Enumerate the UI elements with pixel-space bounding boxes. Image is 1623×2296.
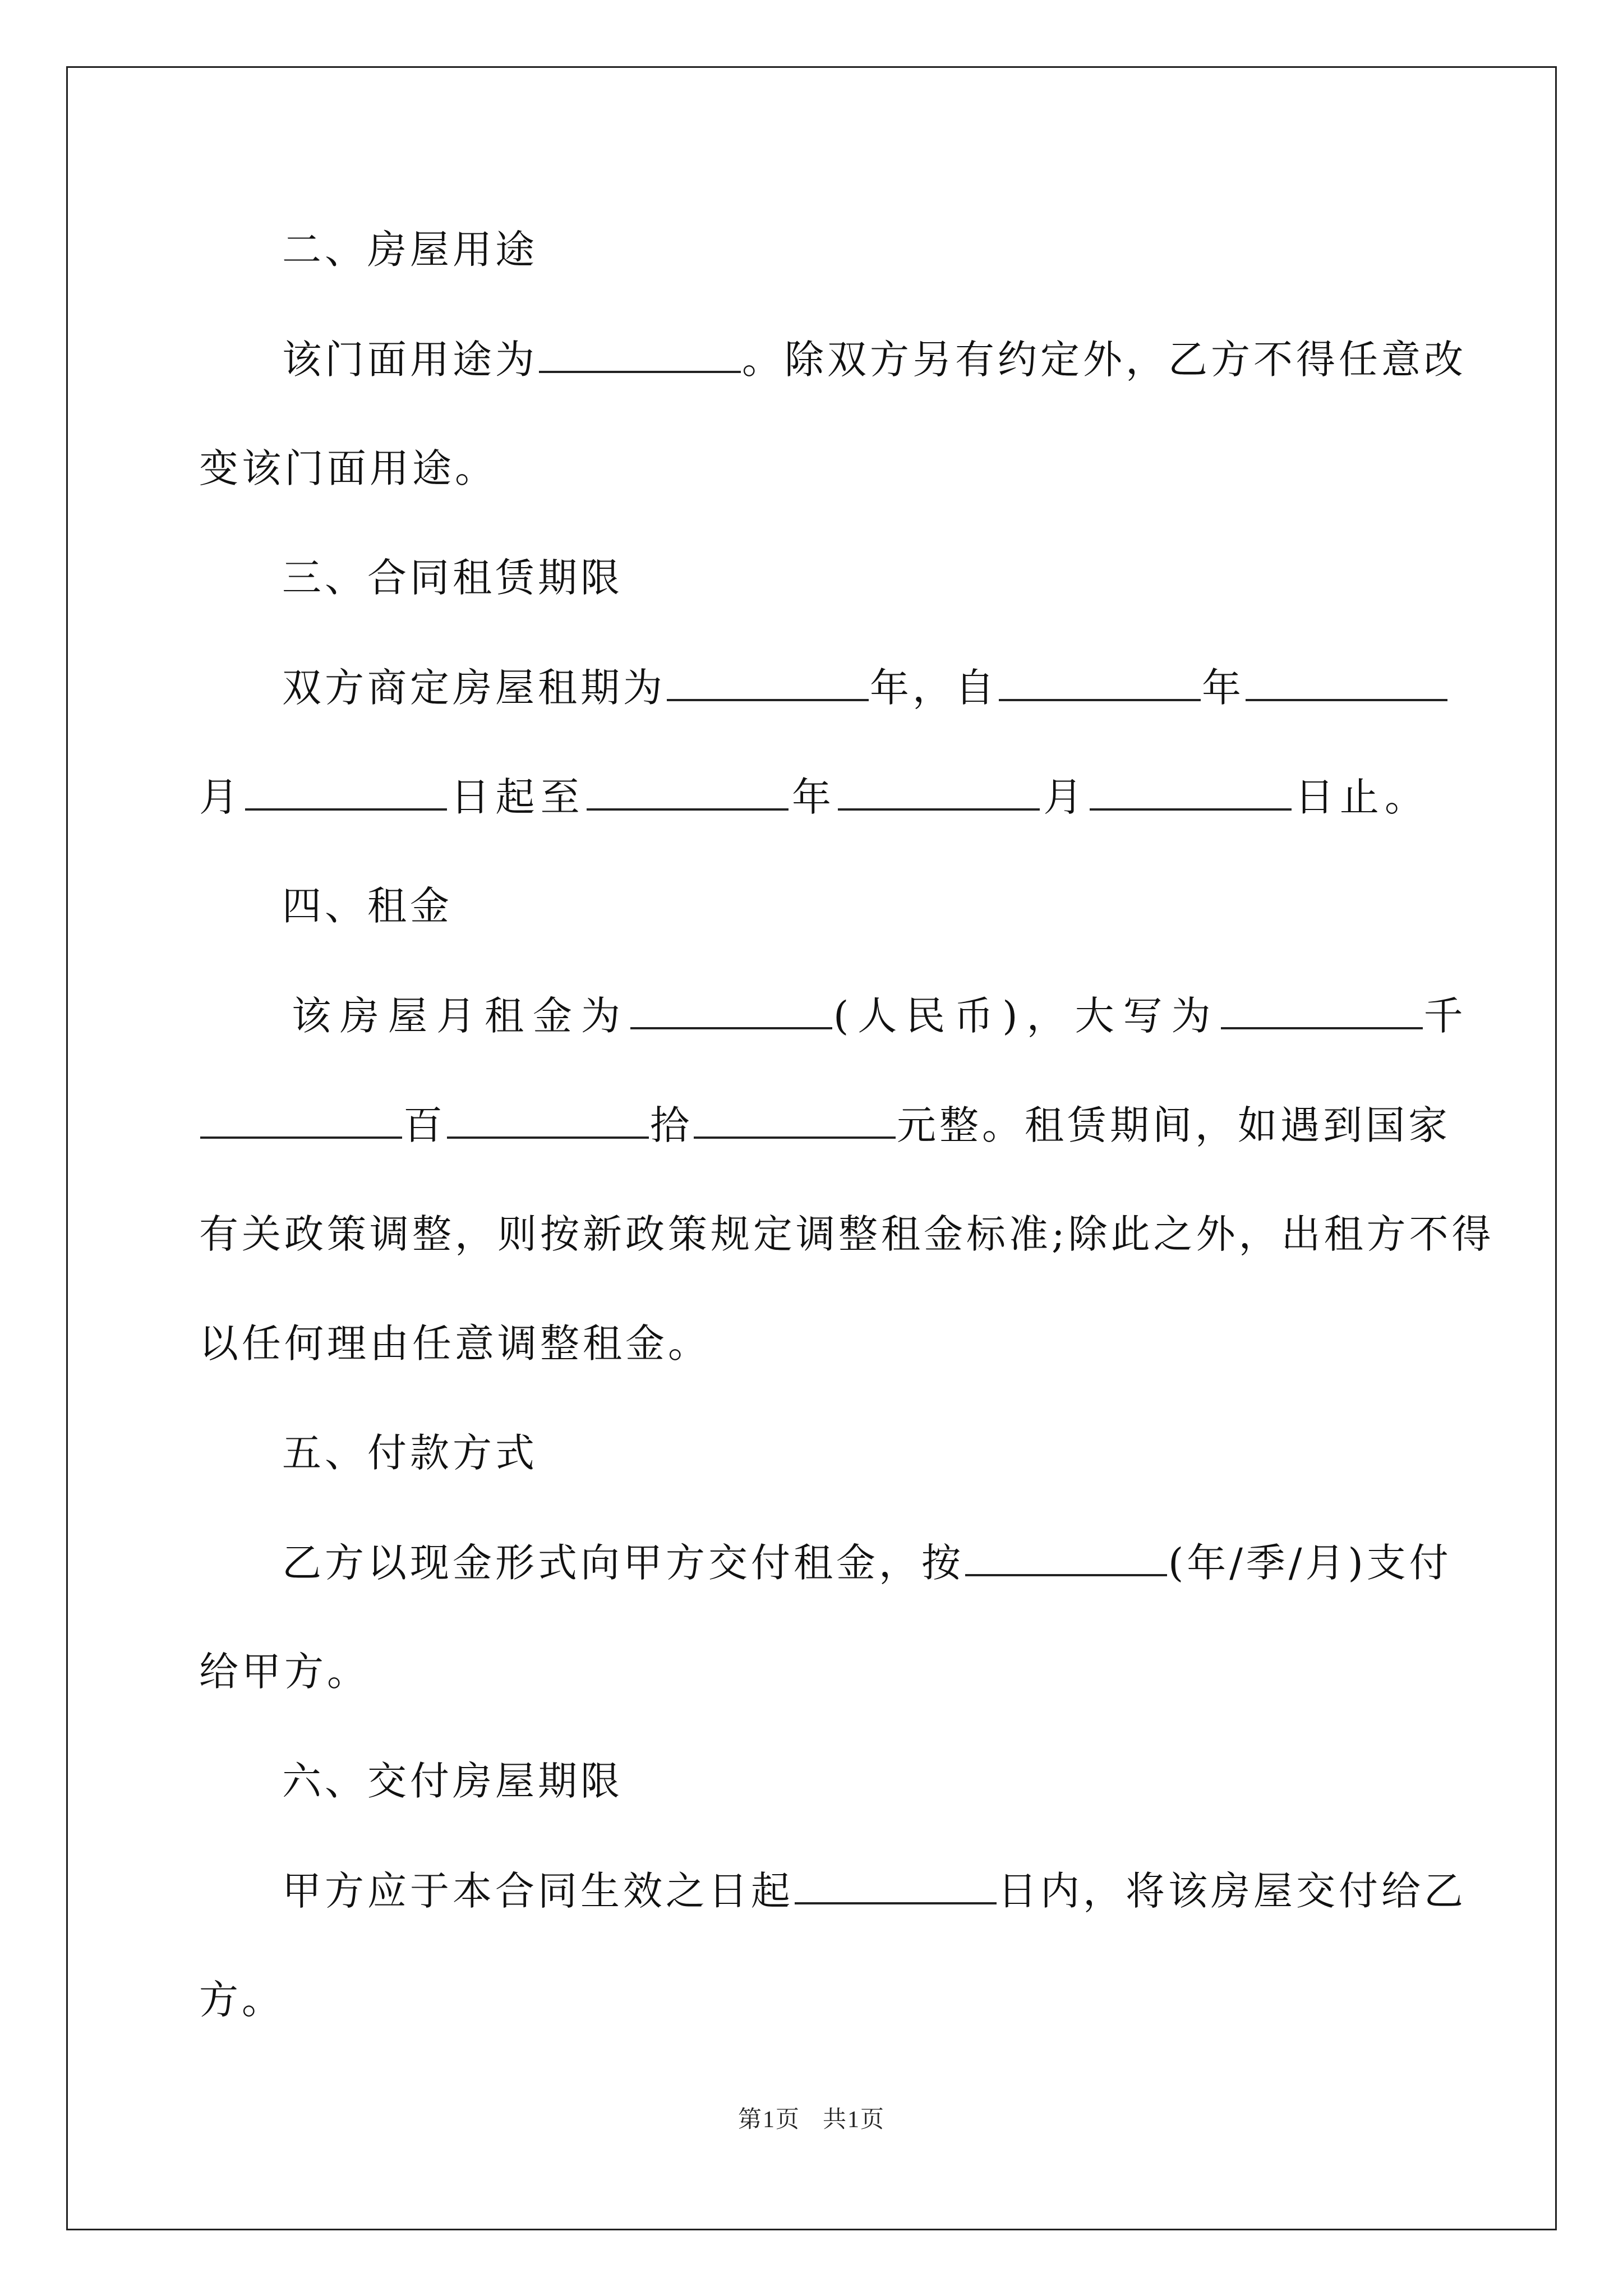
rent-amount-blank[interactable] — [630, 996, 832, 1029]
rent-paragraph-line-4: 以任何理由任意调整租金。 — [199, 1320, 711, 1366]
term-text: 日止。 — [1292, 774, 1428, 820]
rent-paragraph-line-2 — [199, 1102, 1451, 1148]
section-heading-usage: 二、房屋用途 — [282, 227, 538, 273]
section-heading-term: 三、合同租赁期限 — [282, 555, 623, 601]
term-text: 月 — [1041, 774, 1089, 820]
end-month-blank[interactable] — [838, 777, 1040, 811]
usage-blank[interactable] — [539, 339, 741, 373]
page-footer — [0, 2101, 1623, 2134]
section-heading-payment: 五、付款方式 — [282, 1430, 538, 1476]
term-text: 双方商定房屋租期为 — [282, 665, 666, 711]
delivery-text: 日内，将该房屋交付给乙 — [998, 1868, 1467, 1914]
usage-paragraph-line-1 — [282, 337, 1467, 383]
delivery-text: 甲方应于本合同生效之日起 — [282, 1868, 794, 1914]
term-text: 年 — [789, 774, 837, 820]
payment-text: (年/季/月)支付 — [1168, 1540, 1452, 1586]
payment-text: 乙方以现金形式向甲方交付租金，按 — [282, 1540, 964, 1586]
rent-paragraph-line-3: 有关政策调整，则按新政策规定调整租金标准;除此之外，出租方不得 — [199, 1211, 1495, 1257]
term-text: 月 — [199, 774, 245, 820]
rent-paragraph-line-1 — [292, 993, 1472, 1039]
usage-text: 该门面用途为 — [282, 337, 538, 383]
start-month-blank[interactable] — [1246, 668, 1447, 701]
rent-thousands-blank[interactable] — [1221, 996, 1423, 1029]
term-paragraph-line-2 — [199, 774, 1428, 820]
page-total: 共1页 — [823, 2107, 886, 2133]
rent-text: 百 — [403, 1102, 446, 1148]
end-year-blank[interactable] — [587, 777, 789, 811]
term-years-blank[interactable] — [667, 668, 869, 701]
term-text: 年，自 — [870, 665, 998, 711]
rent-tens-blank[interactable] — [447, 1105, 649, 1139]
term-paragraph-line-1 — [282, 665, 1427, 711]
payment-paragraph-line-2: 给甲方。 — [199, 1649, 370, 1695]
delivery-paragraph-line-1 — [282, 1868, 1467, 1914]
delivery-paragraph-line-2: 方。 — [199, 1977, 284, 2023]
start-day-blank[interactable] — [245, 777, 447, 811]
rent-hundreds-blank[interactable] — [200, 1105, 402, 1139]
payment-period-blank[interactable] — [965, 1543, 1167, 1576]
rent-units-blank[interactable] — [694, 1105, 896, 1139]
usage-paragraph-line-2: 变该门面用途。 — [199, 445, 497, 491]
term-text: 年 — [1202, 665, 1244, 711]
delivery-days-blank[interactable] — [795, 1871, 997, 1904]
rent-text: (人民币)，大写为 — [833, 993, 1220, 1039]
end-day-blank[interactable] — [1090, 777, 1292, 811]
payment-paragraph-line-1 — [282, 1540, 1452, 1586]
rent-text: 拾 — [650, 1102, 693, 1148]
term-text: 日起至 — [448, 774, 585, 820]
section-heading-rent: 四、租金 — [282, 883, 453, 929]
rent-text: 该房屋月租金为 — [292, 993, 629, 1039]
section-heading-delivery: 六、交付房屋期限 — [282, 1758, 623, 1804]
rent-text: 元整。租赁期间，如遇到国家 — [897, 1102, 1451, 1148]
usage-text-after: 。除双方另有约定外，乙方不得任意改 — [742, 337, 1467, 383]
start-year-blank[interactable] — [999, 668, 1201, 701]
page-number: 第1页 — [737, 2107, 800, 2133]
rent-text: 千 — [1423, 993, 1472, 1039]
